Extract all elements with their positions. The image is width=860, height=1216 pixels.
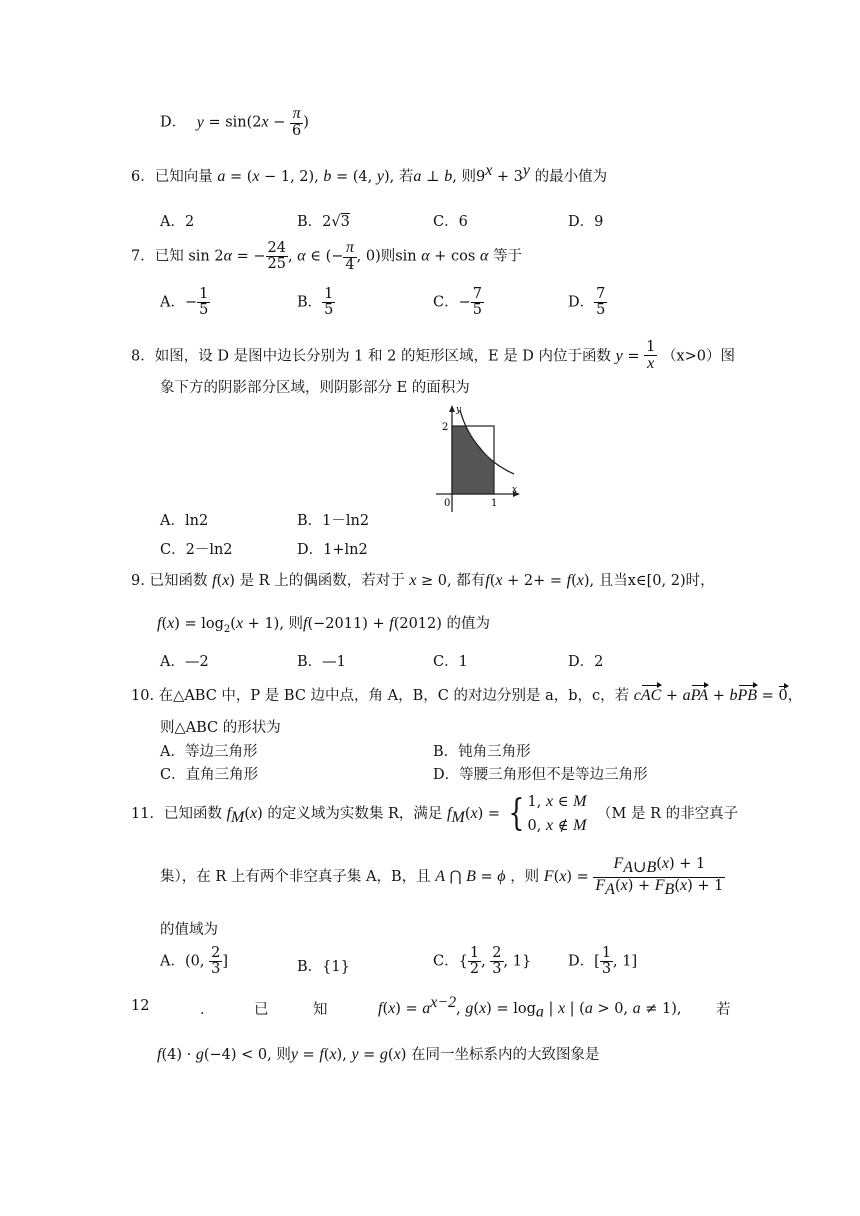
q7-option-b: B． $\frac{1}{5}$ (297, 286, 334, 319)
q5-option-d: D． y = sin(2x − $\frac{\pi}{6}$ ) (160, 105, 309, 139)
q12-word-3: 知 (313, 1002, 328, 1018)
q8-shaded-region (452, 426, 494, 494)
q8-option-d: D．1+ln2 (297, 542, 368, 558)
q7-stem: 7．已知 sin 2α = − $\frac{24}{25}$ , α ∈ (− $\frac{\pi}{4}$ , 0)则sin α + cos α 等于 (131, 239, 522, 273)
q11-option-c: C．{ $\frac{1}{2}$ , $\frac{2}{3}$ , 1} (433, 945, 532, 978)
q8-stem-line2: 象下方的阴影部分区域，则阴影部分 E 的面积为 (160, 380, 470, 396)
q9-option-a: A．—2 (160, 654, 209, 670)
q8-origin: 0 (444, 498, 451, 509)
q12-word-2: 已 (254, 1002, 269, 1018)
q8-y-arrow (449, 405, 455, 412)
q12-formula-1: $f(x) = a^{x-2}$, $g(x) = \log_a$ | x | (a > 0, a ≠ 1), (378, 994, 682, 1021)
q10-option-d: D．等腰三角形但不是等边三角形 (433, 767, 648, 783)
q8-stem-line1: 8．如图，设 D 是图中边长分别为 1 和 2 的矩形区域，E 是 D 内位于函数 y = $\frac{1}{x}$ （x>0）图 (131, 339, 735, 373)
q11-option-b: B．{1} (297, 959, 350, 975)
q9-option-c: C．1 (433, 654, 468, 670)
q6-option-c: C．6 (433, 214, 468, 230)
q8-option-b: B．1－ln2 (297, 513, 370, 529)
q7-option-a: A．− $\frac{1}{5}$ (160, 286, 209, 319)
q11-stem-line2: 集），在 R 上有两个非空真子集 A，B，且 A ⋂ B = ϕ ，则 F(x) = $\frac{F_{A\cup B}(x) + 1}{F_A(x) + F_B(x) + 1}$ (160, 855, 724, 898)
q9-option-d: D．2 (568, 654, 604, 670)
q11-stem-line1: 11．已知函数 $f_M(x)$ 的定义域为实数集 R，满足 $f_M(x)$ = { 1, x ∈ M 0, x ∉ M （M 是 R 的非空真子 (131, 793, 739, 834)
q8-y-label: y (456, 405, 462, 415)
q8-option-a: A．ln2 (160, 513, 209, 529)
q10-stem-line2: 则△ABC 的形状为 (160, 720, 281, 736)
q12-stem-line2: f(4) · g(−4) < 0, 则y = f(x), y = g(x) 在同一坐标系内的大致图象是 (157, 1046, 600, 1063)
q11-stem-line3: 的值域为 (160, 922, 218, 938)
q7-option-d: D． $\frac{7}{5}$ (568, 286, 606, 319)
q12-num: 12 (131, 998, 150, 1014)
q6-option-d: D．9 (568, 214, 604, 230)
q6-option-a: A．2 (160, 214, 195, 230)
q10-stem-line1: 10. 在△ABC 中，P 是 BC 边中点，角 A，B，C 的对边分别是 a，b，c，若 cAC + aPA + bPB = 0， (131, 687, 803, 704)
q12-word-1: ． (200, 1002, 215, 1018)
q12-word-4: 若 (716, 1002, 731, 1018)
q8-option-c: C．2－ln2 (160, 542, 233, 558)
q8-x-label: x (512, 485, 518, 495)
q6-stem: 6．已知向量 a = (x − 1, 2), b = (4, y), 若a ⊥ b, 则$9^x + 3^y$ 的最小值为 (131, 162, 608, 185)
q11-option-a: A．(0, $\frac{2}{3}$ ] (160, 945, 228, 978)
q10-option-a: A．等边三角形 (160, 744, 258, 760)
q11-option-d: D．[ $\frac{1}{3}$ , 1] (568, 945, 638, 978)
q8-tick-2: 2 (442, 422, 449, 433)
q9-stem-line1: 9. 已知函数 f(x) 是 R 上的偶函数，若对于 x ≥ 0, 都有f(x + 2+ = f(x), 且当x∈[0, 2)时， (131, 572, 715, 589)
q10-option-b: B．钝角三角形 (433, 744, 531, 760)
q6-option-b: B．2√3 (297, 214, 350, 230)
q7-option-c: C．− $\frac{7}{5}$ (433, 286, 482, 319)
q8-figure (430, 402, 522, 520)
q9-option-b: B．—1 (297, 654, 346, 670)
q9-stem-line2: $f(x) = \log_2(x + 1)$, 则f(−2011) + f(2012) 的值为 (157, 615, 491, 635)
q10-option-c: C．直角三角形 (160, 767, 259, 783)
q8-tick-1: 1 (491, 498, 498, 509)
